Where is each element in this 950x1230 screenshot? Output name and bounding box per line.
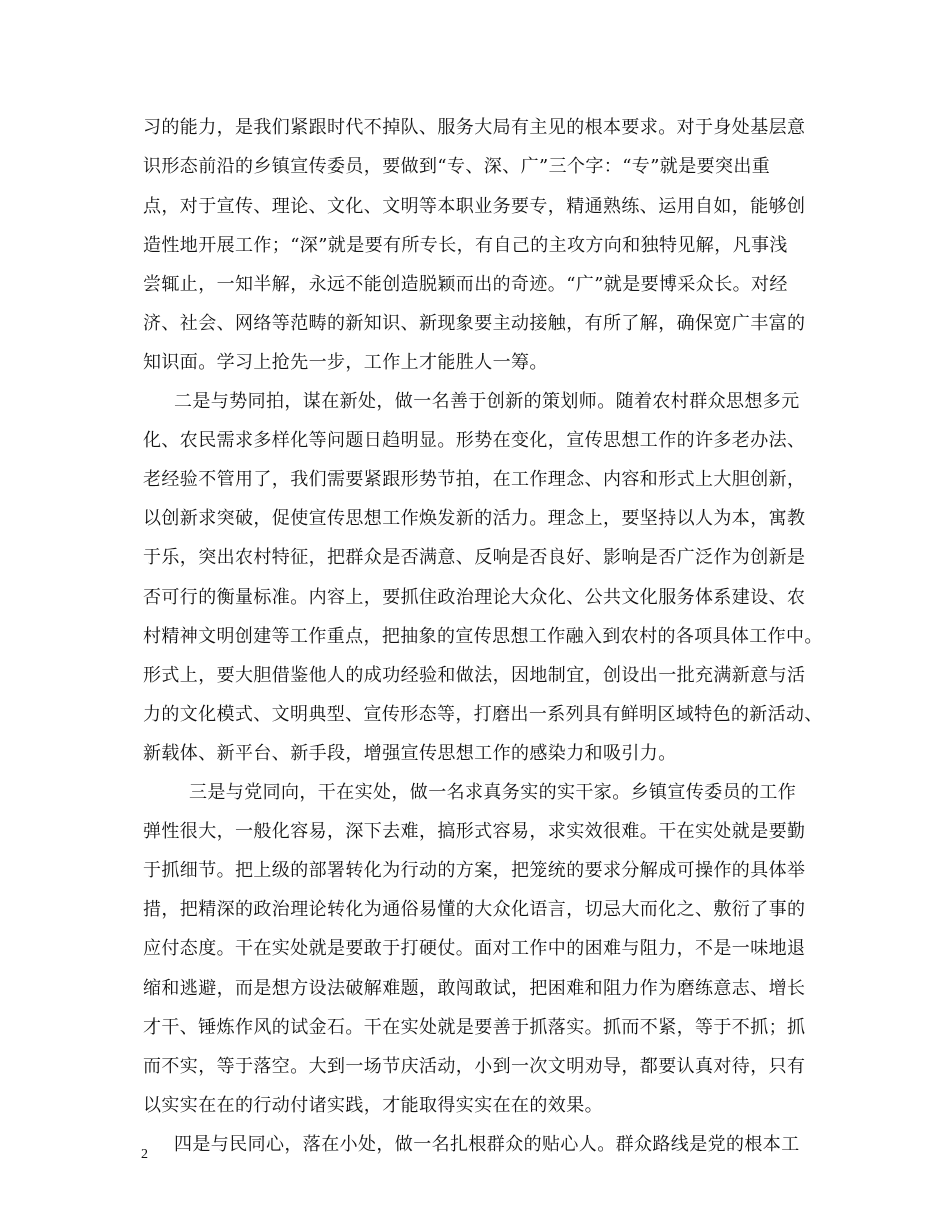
text-line: 弹性很大，一般化容易，深下去难，搞形式容易，求实效很难。干在实处就是要勤 (143, 821, 806, 842)
text-line: 否可行的衡量标准。内容上，要抓住政治理论大众化、公共文化服务体系建设、农 (143, 587, 806, 608)
text-line: 措，把精深的政治理论转化为通俗易懂的大众化语言，切忌大而化之、敷衍了事的 (143, 899, 806, 920)
text-line: 才干、锤炼作风的试金石。干在实处就是要善于抓落实。抓而不紧，等于不抓；抓 (143, 1017, 806, 1038)
text-line: 于乐，突出农村特征，把群众是否满意、反响是否良好、影响是否广泛作为创新是 (143, 547, 806, 568)
text-line: 而不实，等于落空。大到一场节庆活动，小到一次文明劝导，都要认真对待，只有 (143, 1056, 806, 1077)
page-number: 2 (141, 1147, 148, 1162)
text-line: 尝辄止，一知半解，永远不能创造脱颖而出的奇迹。“广”就是要博采众长。对经 (143, 274, 788, 295)
text-line: 化、农民需求多样化等问题日趋明显。形势在变化，宣传思想工作的许多老办法、 (143, 430, 806, 451)
text-line: 点，对于宣传、理论、文化、文明等本职业务要专，精通熟练、运用自如，能够创 (143, 196, 806, 217)
text-line: 于抓细节。把上级的部署转化为行动的方案，把笼统的要求分解成可操作的具体举 (143, 860, 806, 881)
text-line: 缩和逃避，而是想方设法破解难题，敢闯敢试，把困难和阻力作为磨练意志、增长 (143, 978, 806, 999)
text-line: 二是与势同拍，谋在新处，做一名善于创新的策划师。随着农村群众思想多元 (174, 391, 800, 412)
text-line: 济、社会、网络等范畴的新知识、新现象要主动接触，有所了解，确保宽广丰富的 (143, 313, 806, 334)
text-line: 三是与党同向，干在实处，做一名求真务实的实干家。乡镇宣传委员的工作 (189, 782, 797, 803)
text-line: 造性地开展工作；“深”就是要有所专长，有自己的主攻方向和独特见解，凡事浅 (143, 235, 788, 256)
text-line: 形式上，要大胆借鉴他人的成功经验和做法，因地制宜，创设出一批充满新意与活 (143, 665, 806, 686)
text-line: 识形态前沿的乡镇宣传委员，要做到“专、深、广”三个字：“专”就是要突出重 (143, 156, 771, 177)
text-line: 力的文化模式、文明典型、宣传形态等，打磨出一系列具有鲜明区域特色的新活动、 (143, 704, 823, 725)
text-line: 以创新求突破，促使宣传思想工作焕发新的活力。理念上，要坚持以人为本，寓教 (143, 508, 806, 529)
text-line: 知识面。学习上抢先一步，工作上才能胜人一筹。 (143, 352, 548, 373)
text-line: 四是与民同心，落在小处，做一名扎根群众的贴心人。群众路线是党的根本工 (174, 1134, 800, 1155)
text-line: 应付态度。干在实处就是要敢于打硬仗。面对工作中的困难与阻力，不是一味地退 (143, 938, 806, 959)
text-line: 新载体、新平台、新手段，增强宣传思想工作的感染力和吸引力。 (143, 743, 677, 764)
text-line: 老经验不管用了，我们需要紧跟形势节拍，在工作理念、内容和形式上大胆创新， (143, 469, 806, 490)
text-line: 村精神文明创建等工作重点，把抽象的宣传思想工作融入到农村的各项具体工作中。 (143, 626, 823, 647)
text-line: 习的能力，是我们紧跟时代不掉队、服务大局有主见的根本要求。对于身处基层意 (143, 117, 806, 138)
text-line: 以实实在在的行动付诸实践，才能取得实实在在的效果。 (143, 1095, 603, 1116)
